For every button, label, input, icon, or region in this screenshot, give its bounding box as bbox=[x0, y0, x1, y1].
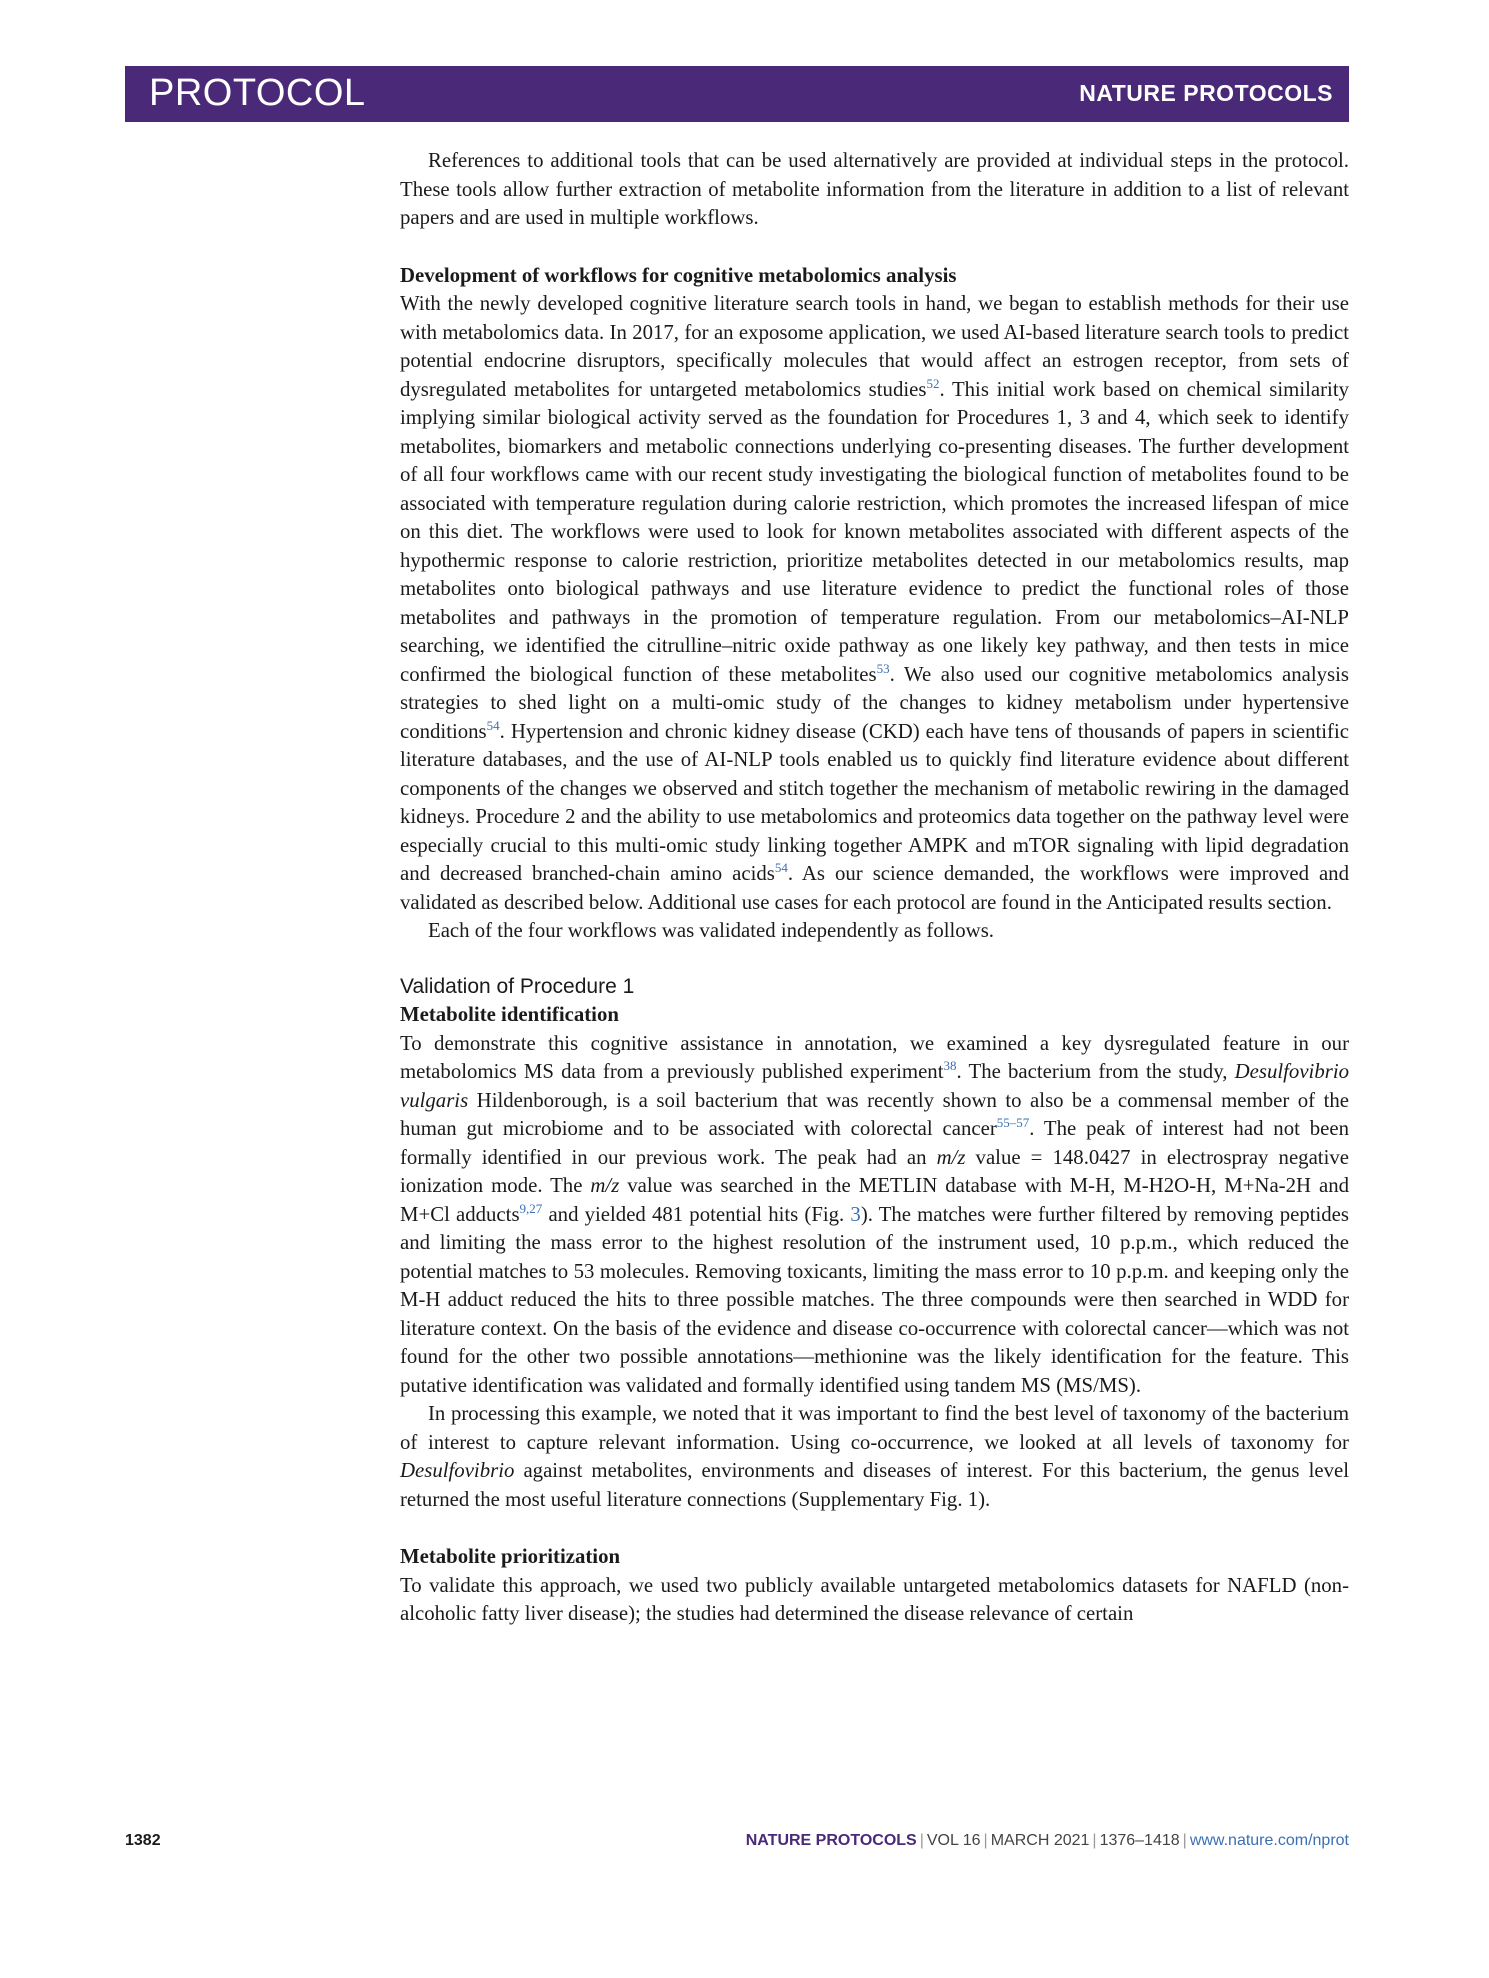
paragraph-taxonomy: In processing this example, we noted that it was important to find the best level of taxonomy of the bacterium of interest to capture relevant information. Using co-occurrence, we looked at all levels of taxonomy for Desulfovibrio against metabolites, environments and diseases of interest. For this bacterium, the genus level returned the most useful literature connections (Supplementary Fig. 1). bbox=[400, 1402, 1349, 1511]
citation-ref[interactable]: 52 bbox=[926, 375, 940, 391]
citation-ref[interactable]: 9,27 bbox=[519, 1200, 543, 1216]
article-body bbox=[400, 147, 1349, 1629]
paragraph-identification: To demonstrate this cognitive assistance in annotation, we examined a key dysregulated feature in our metabolomics MS data from a previously published experiment$^{38}$. The bacterium from the study, Desulfovibrio vulgaris Hildenborough, is a soil bacterium that was recently shown to also be a commensal member of the human gut microbiome and to be associated with colorectal cancer$^{55-57}$. The peak of interest had not been formally identified in our previous work. The peak had an m/z value = 148.0427 in electrospray negative ionization mode. The m/z value was searched in the METLIN database with M-H, M-H2O-H, M+Na-2H and M+Cl adducts$^{9,27}$ and yielded 481 potential hits (Fig. 3). The matches were further filtered by removing peptides and limiting the mass error to the highest resolution of the instrument used, 10 p.p.m., which reduced the potential matches to 53 molecules. Removing toxicants, limiting the mass error to 10 p.p.m. and keeping only the M-H adduct reduced the hits to three possible matches. The three compounds were then searched in WDD for literature context. On the basis of the evidence and disease co-occurrence with colorectal cancer—which was not found for the other two possible annotations—methionine was the likely identification for the feature. This putative identification was validated and formally identified using tandem MS (MS/MS). bbox=[400, 1031, 1349, 1397]
paragraph-prioritization: To validate this approach, we used two publicly available untargeted metabolomics datasets for NAFLD (non-alcoholic fatty liver disease); the studies had determined the disease relevance of certain bbox=[400, 1573, 1349, 1625]
page-number: 1382 bbox=[125, 1832, 161, 1849]
citation-ref[interactable]: 55–57 bbox=[996, 1115, 1030, 1130]
section-label: PROTOCOL bbox=[149, 72, 366, 114]
paragraph-intro: References to additional tools that can be used alternatively are provided at individual steps in the protocol. These tools allow further extraction of metabolite information from the literature in addition to a list of relevant papers and are used in multiple workflows. bbox=[400, 149, 1349, 229]
journal-title: NATURE PROTOCOLS bbox=[1079, 80, 1333, 106]
heading-identification: Metabolite identification bbox=[400, 1003, 619, 1026]
citation-ref[interactable]: 38 bbox=[943, 1058, 957, 1073]
header-banner bbox=[125, 66, 1349, 122]
heading-development: Development of workflows for cognitive metabolomics analysis bbox=[400, 263, 957, 287]
heading-prioritization: Metabolite prioritization bbox=[400, 1545, 621, 1568]
citation-ref[interactable]: 53 bbox=[876, 660, 890, 676]
figure-link[interactable]: 3 bbox=[850, 1202, 861, 1226]
paragraph-each: Each of the four workflows was validated independently as follows. bbox=[428, 919, 994, 942]
journal-url-link[interactable]: www.nature.com/nprot bbox=[1189, 1832, 1349, 1849]
section-heading-validation: Validation of Procedure 1 bbox=[400, 974, 635, 998]
citation-ref[interactable]: 54 bbox=[774, 860, 788, 875]
citation-ref[interactable]: 54 bbox=[486, 717, 500, 733]
paragraph-development: With the newly developed cognitive literature search tools in hand, we began to establish methods for their use with metabolomics data. In 2017, for an exposome application, we used AI-based literature search tools to predict potential endocrine disruptors, specifically molecules that would affect an estrogen receptor, from sets of dysregulated metabolites for untargeted metabolomics studies$^{52}$. This initial work based on chemical similarity implying similar biological activity served as the foundation for Procedures 1, 3 and 4, which seek to identify metabolites, biomarkers and metabolic connections underlying co-presenting diseases. The further development of all four workflows came with our recent study investigating the biological function of metabolites found to be associated with temperature regulation during calorie restriction, which promotes the increased lifespan of mice on this diet. The workflows were used to look for known metabolites associated with different aspects of the hypothermic response to calorie restriction, prioritize metabolites detected in our metabolomics results, map metabolites onto biological pathways and use literature evidence to predict the functional roles of those metabolites and pathways in the promotion of temperature regulation. From our metabolomics–AI-NLP searching, we identified the citrulline–nitric oxide pathway as one likely key pathway, and then tests in mice confirmed the biological function of these metabolites$^{53}$. We also used our cognitive metabolomics analysis strategies to shed light on a multi-omic study of the changes to kidney metabolism under hypertensive conditions$^{54}$. Hypertension and chronic kidney disease (CKD) each have tens of thousands of papers in scientific literature databases, and the use of AI-NLP tools enabled us to quickly find literature evidence about different components of the changes we observed and stitch together the mechanism of metabolic rewiring in the damaged kidneys. Procedure 2 and the ability to use metabolomics and proteomics data together on the pathway level were especially crucial to this multi-omic study linking together AMPK and mTOR signaling with lipid degradation and decreased branched-chain amino acids$^{54}$. As our science demanded, the workflows were improved and validated as described below. Additional use cases for each protocol are found in the Anticipated results section. bbox=[400, 292, 1349, 914]
footer-citation: NATURE PROTOCOLS | VOL 16 | MARCH 2021 | 1376–1418 | www.nature.com/nprot bbox=[745, 1832, 1349, 1849]
